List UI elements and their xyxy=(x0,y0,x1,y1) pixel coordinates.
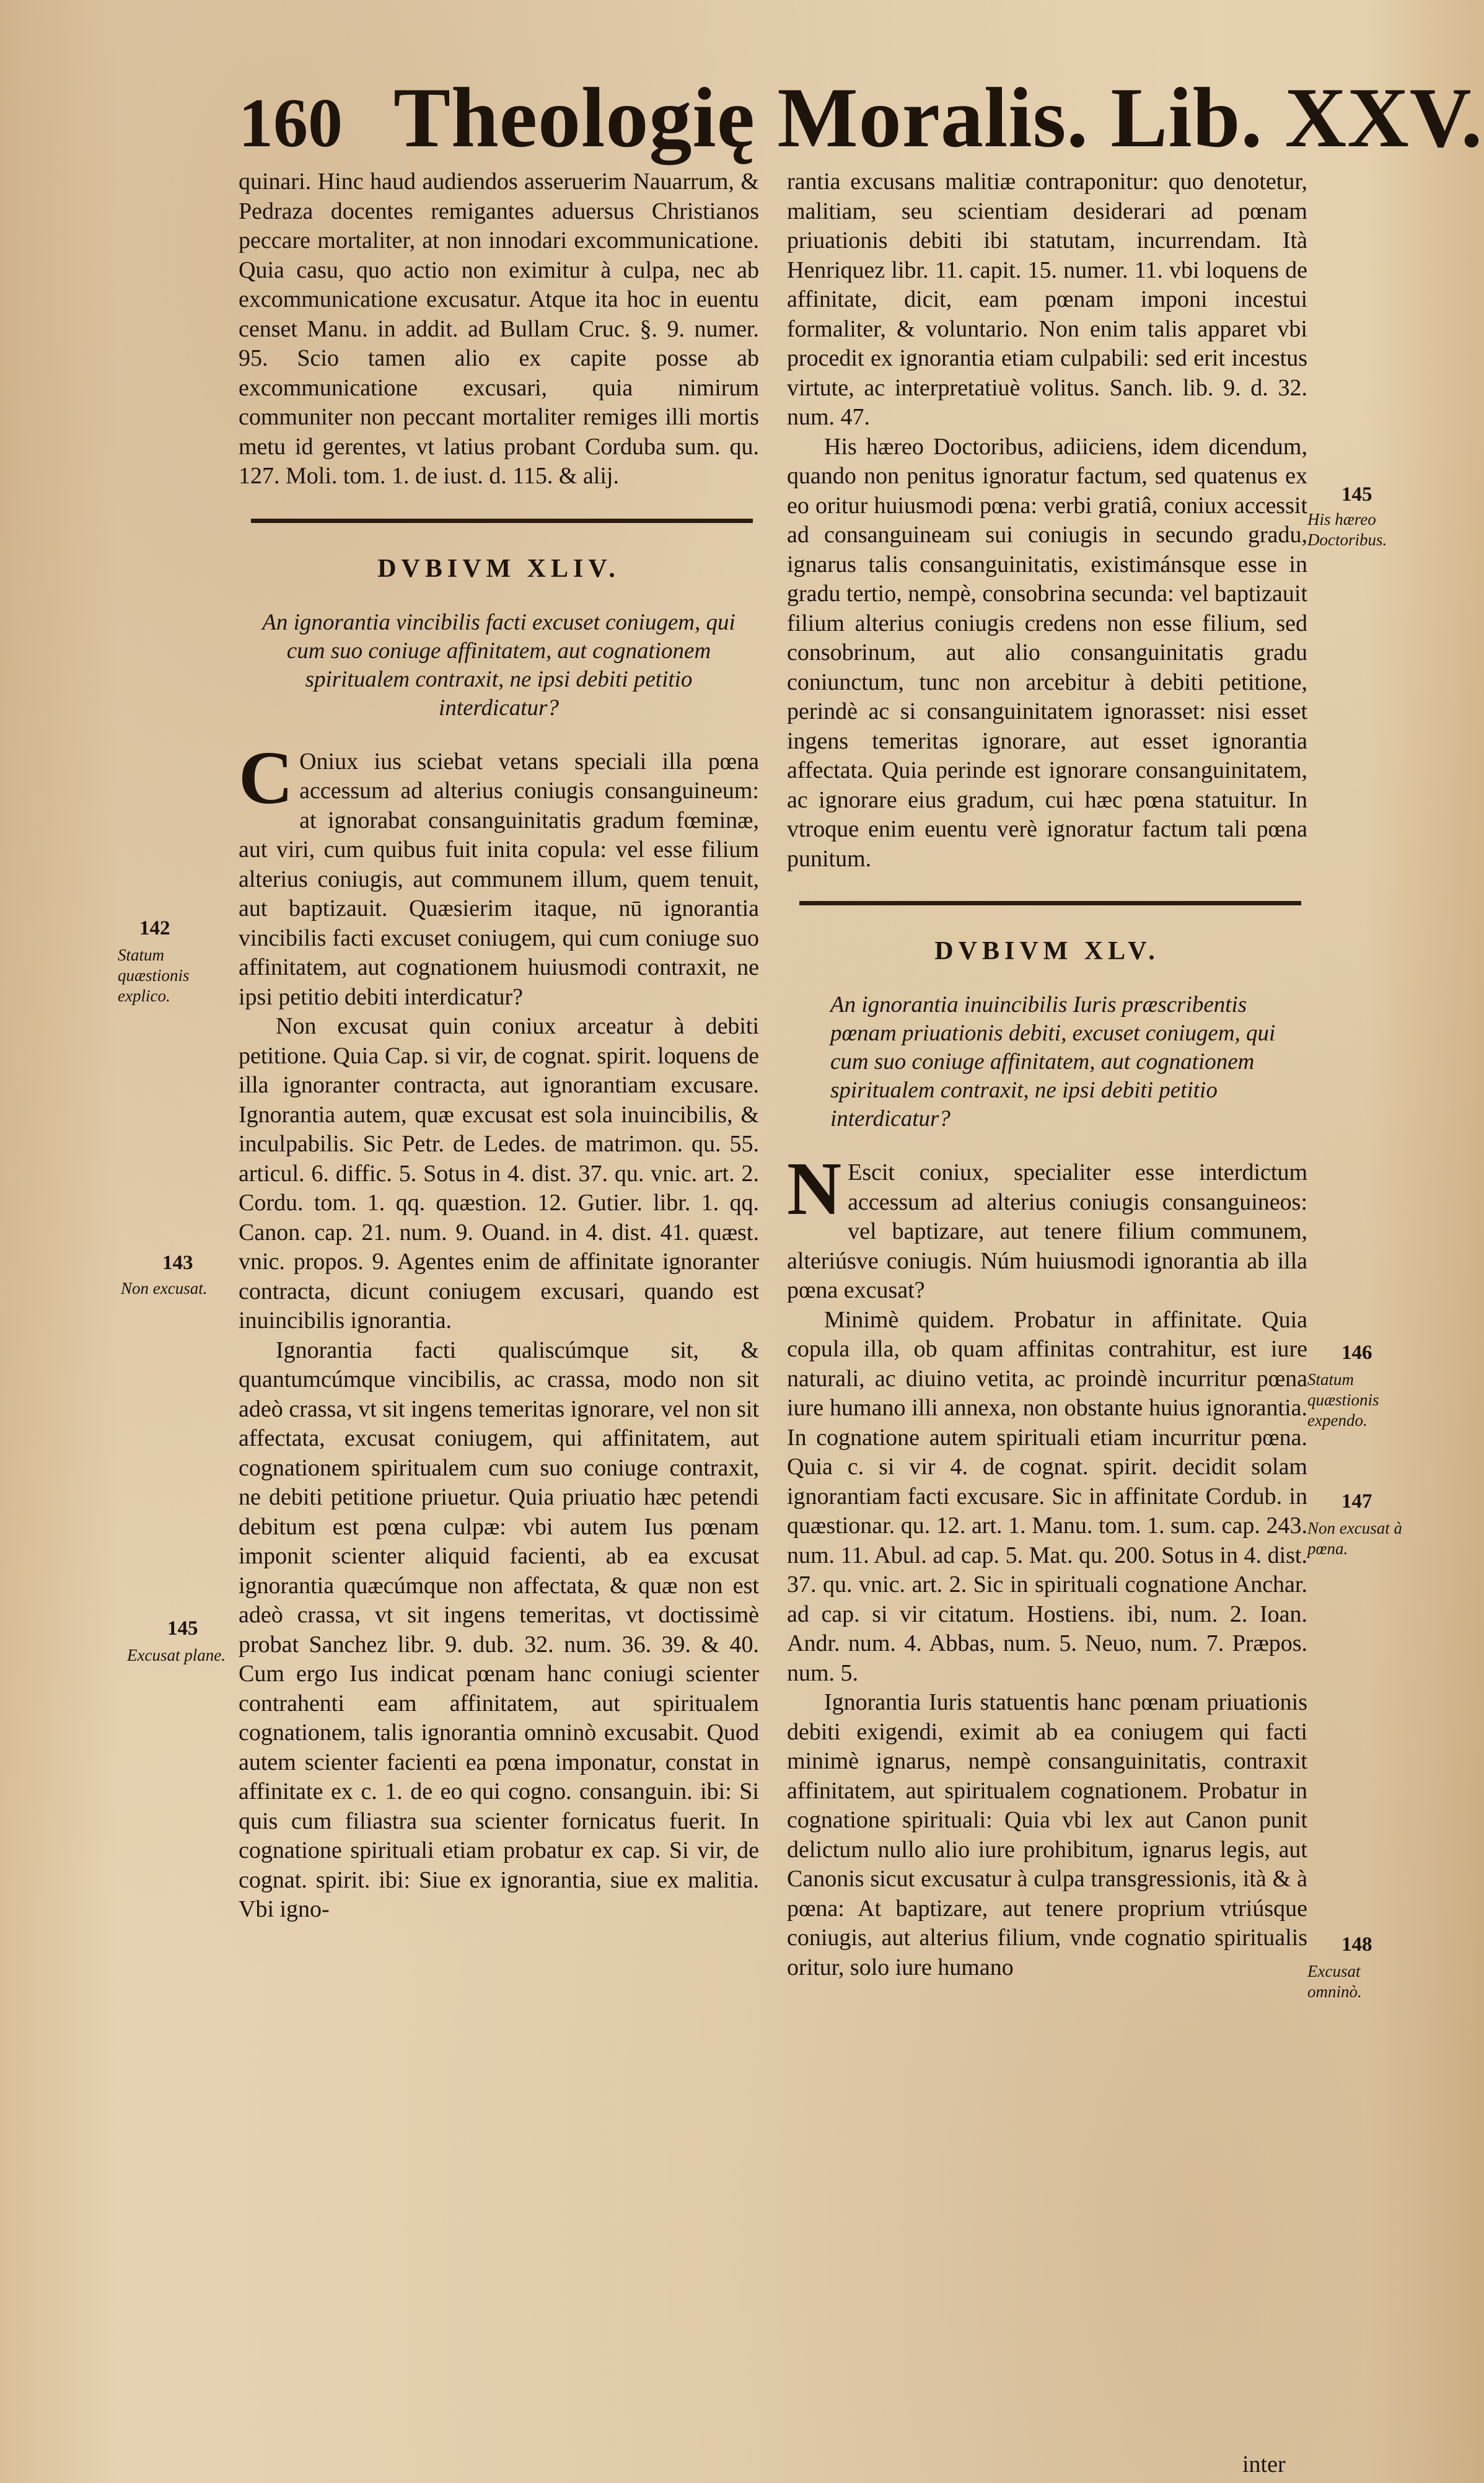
margin-note-148: Excusat omninò. xyxy=(1307,1962,1362,2001)
margin-number-142: 142 xyxy=(139,917,170,939)
drop-cap-c: C xyxy=(239,736,294,820)
paragraph-143: Non excusat quin coniux arceatur à debiti petitione. Quia Cap. si vir, de cognat. spirit. loquens de illa ignoranter contracta, aut ignorantiam excusare. Ignorantia autem, quæ excusat est sola inuincibilis, & inculpabilis. Sic Petr. de Ledes. de matrimon. qu. 55. articul. 6. diffic. 5. Sotus in 4. dist. 37. qu. vnic. art. 2. Cordu. tom. 1. qq. quæstion. 12. Gutier. libr. 1. qq. Canon. cap. 21. num. 9. Ouand. in 4. dist. 41. quæst. vnic. propos. 9. Agentes enim de affinitate ignoranter contracta, dicunt coniugem excusari, quando est inuincibilis ignorantia. xyxy=(239,1013,759,1334)
paragraph-146-text: Escit coniux, specialiter esse interdictum accessum ad alterius coniugis consanguineos: vel baptizare, aut tenere filium communem, alteriúsve coniugis. Núm huiusmodi ignorantia ab illa pœna excusat? xyxy=(787,1159,1307,1303)
paragraph-142 xyxy=(239,736,759,1013)
dubium-44-title: DVBIVM XLIV. xyxy=(377,554,620,583)
margin-note-145: Excusat plane. xyxy=(127,1646,226,1664)
margin-note-142: Statum quæstionis explico. xyxy=(118,946,190,1005)
dubium-44-question: An ignorantia vincibilis facti excuset coniugem, qui cum suo coniuge affinitatem, aut cognationem spiritualem contraxit, ne ipsi debiti petitio interdicatur? xyxy=(262,609,735,721)
margin-number-147: 147 xyxy=(1341,1490,1372,1513)
running-title: Theologię Moralis. Lib. XXV. xyxy=(393,70,1483,165)
section-divider xyxy=(251,519,753,523)
dubium-45-question: An ignorantia inuincibilis Iuris præscribentis pœnam priuationis debiti, excuset coniugem, qui cum suo coniuge affinitatem, aut cognationem spiritualem contraxit, ne ipsi debiti petitio interdicatur? xyxy=(830,992,1276,1132)
margin-number-143: 143 xyxy=(162,1252,193,1274)
margin-note-147: Non excusat à pœna. xyxy=(1307,1519,1402,1558)
margin-note-145b: His hæreo Doctoribus. xyxy=(1307,510,1387,549)
drop-cap-n: N xyxy=(787,1147,842,1231)
right-column xyxy=(787,167,1307,1982)
margin-number-148: 148 xyxy=(1341,1933,1372,1956)
paragraph-142-text: Oniux ius sciebat vetans speciali illa pœna accessum ad alterius coniugis consanguineum: at ignorabat consanguinitatis gradum fœminæ, aut viri, cum quibus fuit inita copula: vel esse filium alterius coniugis, aut communem illum, quem tenuit, aut baptizauit. Quæsierim itaque, nū ignorantia vincibilis facti excuset coniugem, qui cum coniuge suo affinitatem, aut cognationem huiusmodi contraxit, ne ipsi petitio debiti interdicatur? xyxy=(239,748,759,1010)
page-header xyxy=(239,68,1483,174)
paragraph-147: Minimè quidem. Probatur in affinitate. Quia copula illa, ob quam affinitas contrahitur, est iure naturali, ac diuino vetita, ac proindè incurritur pœna iure humano illi annexa, non obstante huius ignorantia. In cognatione autem spirituali etiam incurritur pœna. Quia c. si vir 4. de cognat. spirit. decidit solam ignorantiam facti excusare. Sic in affinitate Cordub. in quæstionar. qu. 12. art. 1. Manu. tom. 1. sum. cap. 243. num. 11. Abul. ad cap. 5. Mat. qu. 200. Sotus in 4. dist. 37. qu. vnic. art. 2. Sic in spirituali cognatione Anchar. ad cap. si vir citatum. Hostiens. ibi, num. 2. Ioan. Andr. num. 4. Abbas, num. 5. Neuo, num. 7. Præpos. num. 5. xyxy=(787,1306,1307,1686)
margin-note-146: Statum quæstionis expendo. xyxy=(1307,1370,1379,1430)
left-column xyxy=(239,167,759,1925)
paragraph-148: Ignorantia Iuris statuentis hanc pœnam priuationis debiti exigendi, eximit ab ea coniugem qui facti minimè ignarus, nempè consanguinitatis, contraxit affinitatem, aut spiritualem cognationem. Probatur in cognatione spirituali: Quia vbi lex aut Canon punit delictum nullo alio iure prohibitum, ignarus legis, aut Canonis sicut excusatur à culpa transgressionis, ità & à pœna: At baptizare, aut tenere proprium vtriúsque coniugis, aut alterius filium, vnde cognatio spiritualis oritur, solo iure humano xyxy=(787,1689,1307,1980)
paragraph-145b: His hæreo Doctoribus, adiiciens, idem dicendum, quando non penitus ignoratur factum, sed quatenus ex eo oritur huiusmodi pœna: verbi gratiâ, coniux accessit ad consanguineam sui coniugis in secundo gradu, ignarus talis consanguinitatis, existimánsque esse in gradu tertio, nempè, consobrina secunda: vel baptizauit filium alterius coniugis credens non esse filium, sed consobrinum, aut alio consanguinitatis gradu coniunctum, tunc non arcebitur à debiti petitione, perindè ac si consanguinitatem ignorasset: nisi esset ingens temeritas ignorare, aut esset ignorantia affectata. Quia perinde est ignorare consanguinitatem, ac ignorare eius gradum, cui hæc pœna statuitur. In vtroque enim euentu verè ignoratur factum tali pœna punitum. xyxy=(787,433,1307,872)
margin-note-143: Non excusat. xyxy=(121,1279,208,1298)
continuation-paragraph: rantia excusans malitiæ contraponitur: quo denotetur, malitiam, seu scientiam desiderari ad pœnam priuationis debiti ibi statutam, incurrendam. Ità Henriquez libr. 11. capit. 15. numer. 11. vbi loquens de affinitate, dicit, eam pœnam imponi incestui formaliter, & voluntario. Non enim talis apparet vbi procedit ex ignorantia etiam culpabili: sed erit incestus virtute, ac interpretatiuè volitus. Sanch. lib. 9. d. 32. num. 47. xyxy=(787,169,1307,430)
page-number: 160 xyxy=(239,85,343,162)
dubium-45-title: DVBIVM XLV. xyxy=(934,937,1160,965)
paragraph-146 xyxy=(787,1147,1307,1306)
margin-number-145b: 145 xyxy=(1341,483,1372,506)
opening-paragraph: quinari. Hinc haud audiendos asseruerim Nauarrum, & Pedraza docentes remigantes aduersus Christianos peccare mortaliter, at non innodari excommunicatione. Quia casu, quo actio non eximitur à culpa, nec ab excommunicatione excusatur. Atque ita hoc in euentu censet Manu. in addit. ad Bullam Cruc. §. 9. numer. 95. Scio tamen alio ex capite posse ab excommunicatione excusari, quia nimirum communiter non peccant mortaliter remiges illi mortis metu id gerentes, vt latius probant Corduba sum. qu. 127. Moli. tom. 1. de iust. d. 115. & alij. xyxy=(239,169,759,489)
margin-number-146: 146 xyxy=(1341,1342,1372,1364)
margin-number-145: 145 xyxy=(167,1617,198,1640)
section-divider-right xyxy=(799,901,1301,905)
catchword: inter xyxy=(1242,2451,1286,2477)
paragraph-145: Ignorantia facti qualiscúmque sit, & quantumcúmque vincibilis, ac crassa, modo non sit adeò crassa, vt sit ingens temeritas ignorare, vel non sit affectata, excusat coniugem, qui affinitatem, aut cognationem spiritualem cum suo coniuge contraxit, ne debiti petitione priuetur. Quia priuatio hæc petendi debitum est pœna culpæ: vbi autem Ius pœnam imponit scienter aliquid facienti, ab ea excusat ignorantia quæcúmque non affectata, & quæ non est adeò crassa, vt sit ingens temeritas, vt doctissimè probat Sanchez libr. 9. dub. 32. num. 36. 39. & 40. Cum ergo Ius indicat pœnam hanc coniugi scienter contrahenti eam affinitatem, aut spiritualem cognationem, talis ignorantia omninò excusabit. Quod autem scienter facienti ea pœna imponatur, constat in affinitate ex c. 1. de eo qui cogno. consanguin. ibi: Si quis cum filiastra sua scienter fornicatus fuerit. In cognatione spirituali etiam probatur ex cap. Si vir, de cognat. spirit. ibi: Siue ex ignorantia, siue ex malitia. Vbi igno- xyxy=(239,1337,759,1922)
